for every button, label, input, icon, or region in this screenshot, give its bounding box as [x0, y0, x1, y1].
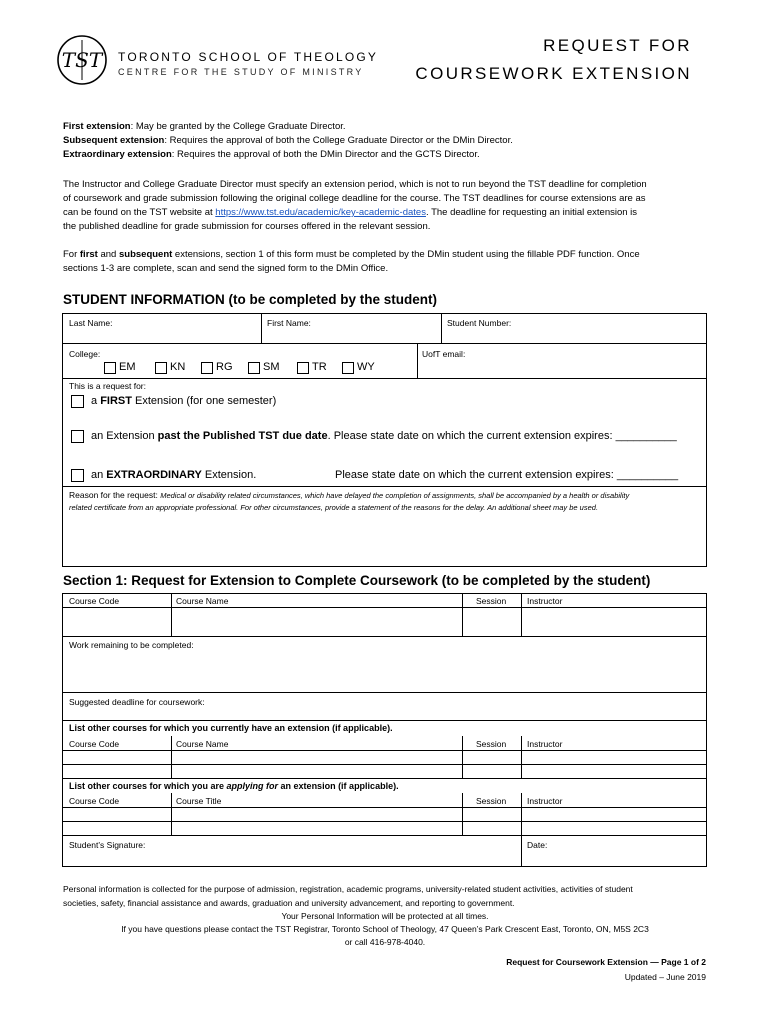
extension-types	[63, 120, 723, 162]
para2-pre: For	[63, 249, 80, 260]
opt1-bold: FIRST	[100, 395, 132, 407]
para2-line2: sections 1-3 are complete, scan and send the signed form to the DMin Office.	[63, 263, 389, 274]
applying-extensions-heading	[69, 781, 399, 791]
current-extensions-rows[interactable]	[62, 750, 707, 778]
last-name-field[interactable]	[62, 313, 261, 343]
college-rg-label: RG	[216, 361, 233, 373]
college-em-checkbox[interactable]	[104, 362, 116, 374]
signature-field[interactable]	[62, 835, 521, 867]
current-extensions-heading: List other courses for which you currently have an extension (if applicable).	[69, 723, 393, 733]
past-due-extension-checkbox[interactable]	[71, 430, 84, 443]
college-label: College:	[69, 349, 101, 359]
privacy-line3: Your Personal Information will be protected at all times.	[281, 911, 489, 921]
opt1-pre: a	[91, 395, 101, 407]
privacy-line4: If you have questions please contact the TST Registrar, Toronto School of Theology, 47 Queen’s Park Crescent East, Toronto, ON, M5S 2C3	[121, 924, 649, 934]
applying-post: an extension (if applicable).	[278, 781, 399, 791]
suggested-deadline-field[interactable]	[62, 692, 707, 720]
college-em-label: EM	[119, 361, 136, 373]
opt3-pre: an	[91, 469, 107, 481]
college-kn-label: KN	[170, 361, 186, 373]
current-col-course-name: Course Name	[176, 739, 229, 749]
para2-subsequent: subsequent	[118, 249, 173, 260]
svg-text:TST: TST	[61, 48, 103, 72]
applying-pre: List other courses for which you are	[69, 781, 227, 791]
para1-line3-pre: can be found on the TST website at	[63, 207, 216, 218]
reason-note-line1: Medical or disability related circumstances, which have delayed the completion of assignments, shall be accompanied by a health or disability	[160, 491, 630, 500]
applying-col-course-title: Course Title	[176, 796, 222, 806]
tst-logo	[56, 34, 108, 86]
col-session: Session	[476, 596, 507, 606]
form-title-line2: COURSEWORK EXTENSION	[415, 64, 692, 83]
student-info-heading: STUDENT INFORMATION (to be completed by the student)	[63, 292, 437, 307]
college-sm-label: SM	[263, 361, 280, 373]
college-sm-checkbox[interactable]	[248, 362, 260, 374]
first-extension-label: First extension	[63, 121, 131, 132]
course-row-field[interactable]	[62, 607, 707, 636]
current-col-course-code: Course Code	[69, 739, 120, 749]
opt2-post: . Please state date on which the current extension expires: __________	[327, 430, 677, 442]
college-tr-checkbox[interactable]	[297, 362, 309, 374]
first-extension-option	[91, 395, 276, 407]
reason-field[interactable]	[62, 515, 707, 567]
work-remaining-field[interactable]	[62, 636, 707, 692]
current-col-session: Session	[476, 739, 507, 749]
reason-block	[69, 489, 629, 514]
para1-line3-post: . The deadline for requesting an initial extension is	[425, 207, 638, 218]
college-wy-label: WY	[357, 361, 375, 373]
reason-label: Reason for the request:	[69, 490, 161, 500]
student-number-field[interactable]	[441, 313, 707, 343]
subsequent-extension-text: : Requires the approval of both the College Graduate Director or the DMin Director.	[164, 135, 513, 146]
applying-col-course-code: Course Code	[69, 796, 120, 806]
student-number-label: Student Number:	[447, 318, 512, 328]
opt3-bold: EXTRAORDINARY	[106, 469, 202, 481]
request-type-label: This is a request for:	[69, 381, 147, 391]
col-course-code: Course Code	[69, 596, 120, 606]
extraordinary-expiry-prompt: Please state date on which the current extension expires: __________	[335, 469, 679, 481]
section1-heading: Section 1: Request for Extension to Complete Coursework (to be completed by the student)	[63, 573, 651, 588]
opt3-post: Extension.	[201, 469, 257, 481]
college-wy-checkbox[interactable]	[342, 362, 354, 374]
extraordinary-extension-label: Extraordinary extension	[63, 149, 172, 160]
college-tr-label: TR	[312, 361, 327, 373]
first-name-label: First Name:	[267, 318, 311, 328]
date-field[interactable]	[521, 835, 707, 867]
para1-line4: the published deadline for grade submission for courses offered in the relevant session.	[63, 221, 431, 232]
work-remaining-label: Work remaining to be completed:	[69, 640, 194, 650]
completion-paragraph	[63, 248, 723, 276]
applying-extensions-rows[interactable]	[62, 807, 707, 835]
form-title-line1: REQUEST FOR	[543, 36, 692, 55]
extraordinary-extension-option	[91, 469, 256, 481]
college-rg-checkbox[interactable]	[201, 362, 213, 374]
extraordinary-extension-text: : Requires the approval of both the DMin Director and the GCTS Director.	[171, 149, 480, 160]
para1-line1: The Instructor and College Graduate Director must specify an extension period, which is not to run beyond the TST deadline for completion	[63, 179, 647, 190]
current-col-instructor: Instructor	[527, 739, 563, 749]
privacy-line1: Personal information is collected for the purpose of admission, registration, academic programs, university-related student activities, activities of student	[63, 884, 633, 894]
uoft-email-label: UofT email:	[422, 349, 466, 359]
org-subtitle: CENTRE FOR THE STUDY OF MINISTRY	[118, 67, 364, 77]
applying-col-session: Session	[476, 796, 507, 806]
opt2-pre: an Extension	[91, 430, 158, 442]
subsequent-extension-label: Subsequent extension	[63, 135, 165, 146]
col-instructor: Instructor	[527, 596, 563, 606]
privacy-line2: societies, safety, financial assistance and awards, graduation and university advancement, and reporting to government.	[63, 898, 515, 908]
last-name-label: Last Name:	[69, 318, 113, 328]
para1-line2: of coursework and grade submission following the original college deadline for the course. The TST deadlines for course extensions are as	[63, 193, 646, 204]
opt2-bold: past the Published TST due date	[157, 430, 328, 442]
privacy-line5: or call 416-978-4040.	[344, 937, 426, 947]
college-kn-checkbox[interactable]	[155, 362, 167, 374]
extraordinary-extension-checkbox[interactable]	[71, 469, 84, 482]
page-label: Request for Coursework Extension — Page 1 of 2	[506, 957, 706, 967]
first-extension-checkbox[interactable]	[71, 395, 84, 408]
suggested-deadline-label: Suggested deadline for coursework:	[69, 697, 205, 707]
applying-col-instructor: Instructor	[527, 796, 563, 806]
applying-italic: applying for	[226, 781, 279, 791]
date-label: Date:	[527, 840, 548, 850]
tst-dates-link[interactable]: https://www.tst.edu/academic/key-academic-dates	[215, 207, 426, 218]
signature-label: Student’s Signature:	[69, 840, 146, 850]
instructions-paragraph	[63, 178, 723, 234]
first-extension-text: : May be granted by the College Graduate Director.	[130, 121, 346, 132]
updated-date: Updated – June 2019	[624, 972, 706, 982]
para2-first: first	[79, 249, 98, 260]
past-due-extension-option	[91, 430, 677, 442]
org-name: TORONTO SCHOOL OF THEOLOGY	[118, 50, 379, 64]
reason-note-line2: related certificate from an appropriate professional. For other circumstances, provide a statement of the reasons for the delay. An additional sheet may be used.	[69, 503, 599, 512]
opt1-post: Extension (for one semester)	[131, 395, 277, 407]
col-course-name: Course Name	[176, 596, 229, 606]
para2-post: extensions, section 1 of this form must be completed by the DMin student using the fillable PDF function. Once	[172, 249, 640, 260]
para2-mid: and	[97, 249, 119, 260]
first-name-field[interactable]	[261, 313, 441, 343]
uoft-email-field[interactable]	[417, 343, 707, 378]
